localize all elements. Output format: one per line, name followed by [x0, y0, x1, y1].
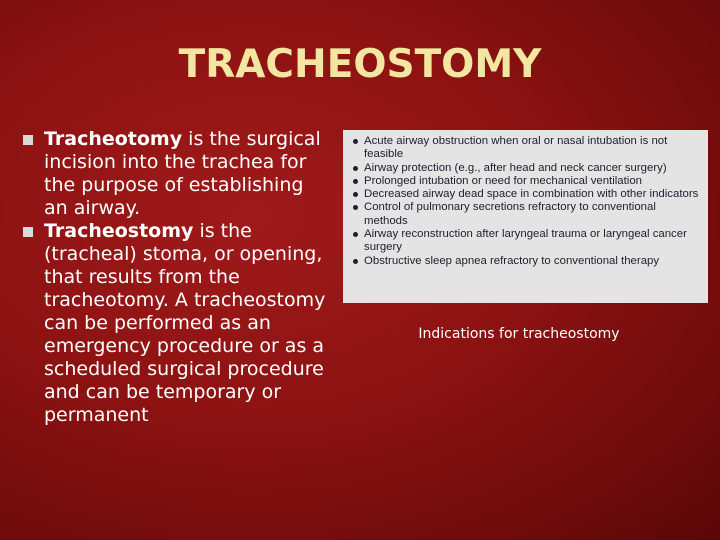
- indication-item: [352, 201, 702, 228]
- slide-title: TRACHEOSTOMY: [178, 42, 542, 87]
- dot-bullet-icon: [353, 166, 358, 171]
- figure-caption: Indications for tracheostomy: [418, 326, 620, 342]
- dot-bullet-icon: [353, 259, 358, 264]
- bullet-term: Tracheotomy: [44, 128, 183, 150]
- indications-list: [352, 135, 702, 268]
- indication-item: [352, 175, 702, 188]
- indication-item: [352, 228, 702, 255]
- bullet-list: [22, 128, 332, 427]
- indication-text: Obstructive sleep apnea refractory to conventional therapy: [364, 254, 660, 267]
- indication-text: Prolonged intubation or need for mechanical ventilation: [364, 174, 642, 187]
- dot-bullet-icon: [353, 179, 358, 184]
- indications-figure: [343, 130, 708, 303]
- square-bullet-icon: [23, 135, 33, 145]
- bullet-term: Tracheostomy: [44, 220, 194, 242]
- indication-text: Airway protection (e.g., after head and neck cancer surgery): [364, 161, 667, 174]
- indication-text: Airway reconstruction after laryngeal trauma or laryngeal cancer surgery: [364, 228, 687, 254]
- indication-item: [352, 255, 702, 268]
- indication-item: [352, 135, 702, 162]
- indication-item: [352, 162, 702, 175]
- bullet-text: is the (tracheal) stoma, or opening, that results from the tracheotomy. A tracheostomy can be performed as an emergency procedure or as a scheduled surgical procedure and can be temporary or permanent: [44, 220, 326, 426]
- indication-text: Acute airway obstruction when oral or nasal intubation is not feasible: [364, 135, 668, 161]
- indication-text: Control of pulmonary secretions refractory to conventional methods: [364, 201, 656, 227]
- indication-item: [352, 188, 702, 201]
- bullet-item-tracheotomy: [22, 128, 332, 220]
- bullet-item-tracheostomy: [22, 220, 332, 427]
- dot-bullet-icon: [353, 205, 358, 210]
- dot-bullet-icon: [353, 232, 358, 237]
- dot-bullet-icon: [353, 139, 358, 144]
- indication-text: Decreased airway dead space in combination with other indicators: [364, 188, 699, 201]
- dot-bullet-icon: [353, 192, 358, 197]
- square-bullet-icon: [23, 227, 33, 237]
- bullet-text: is the surgical incision into the trachea for the purpose of establishing an airway.: [44, 128, 321, 219]
